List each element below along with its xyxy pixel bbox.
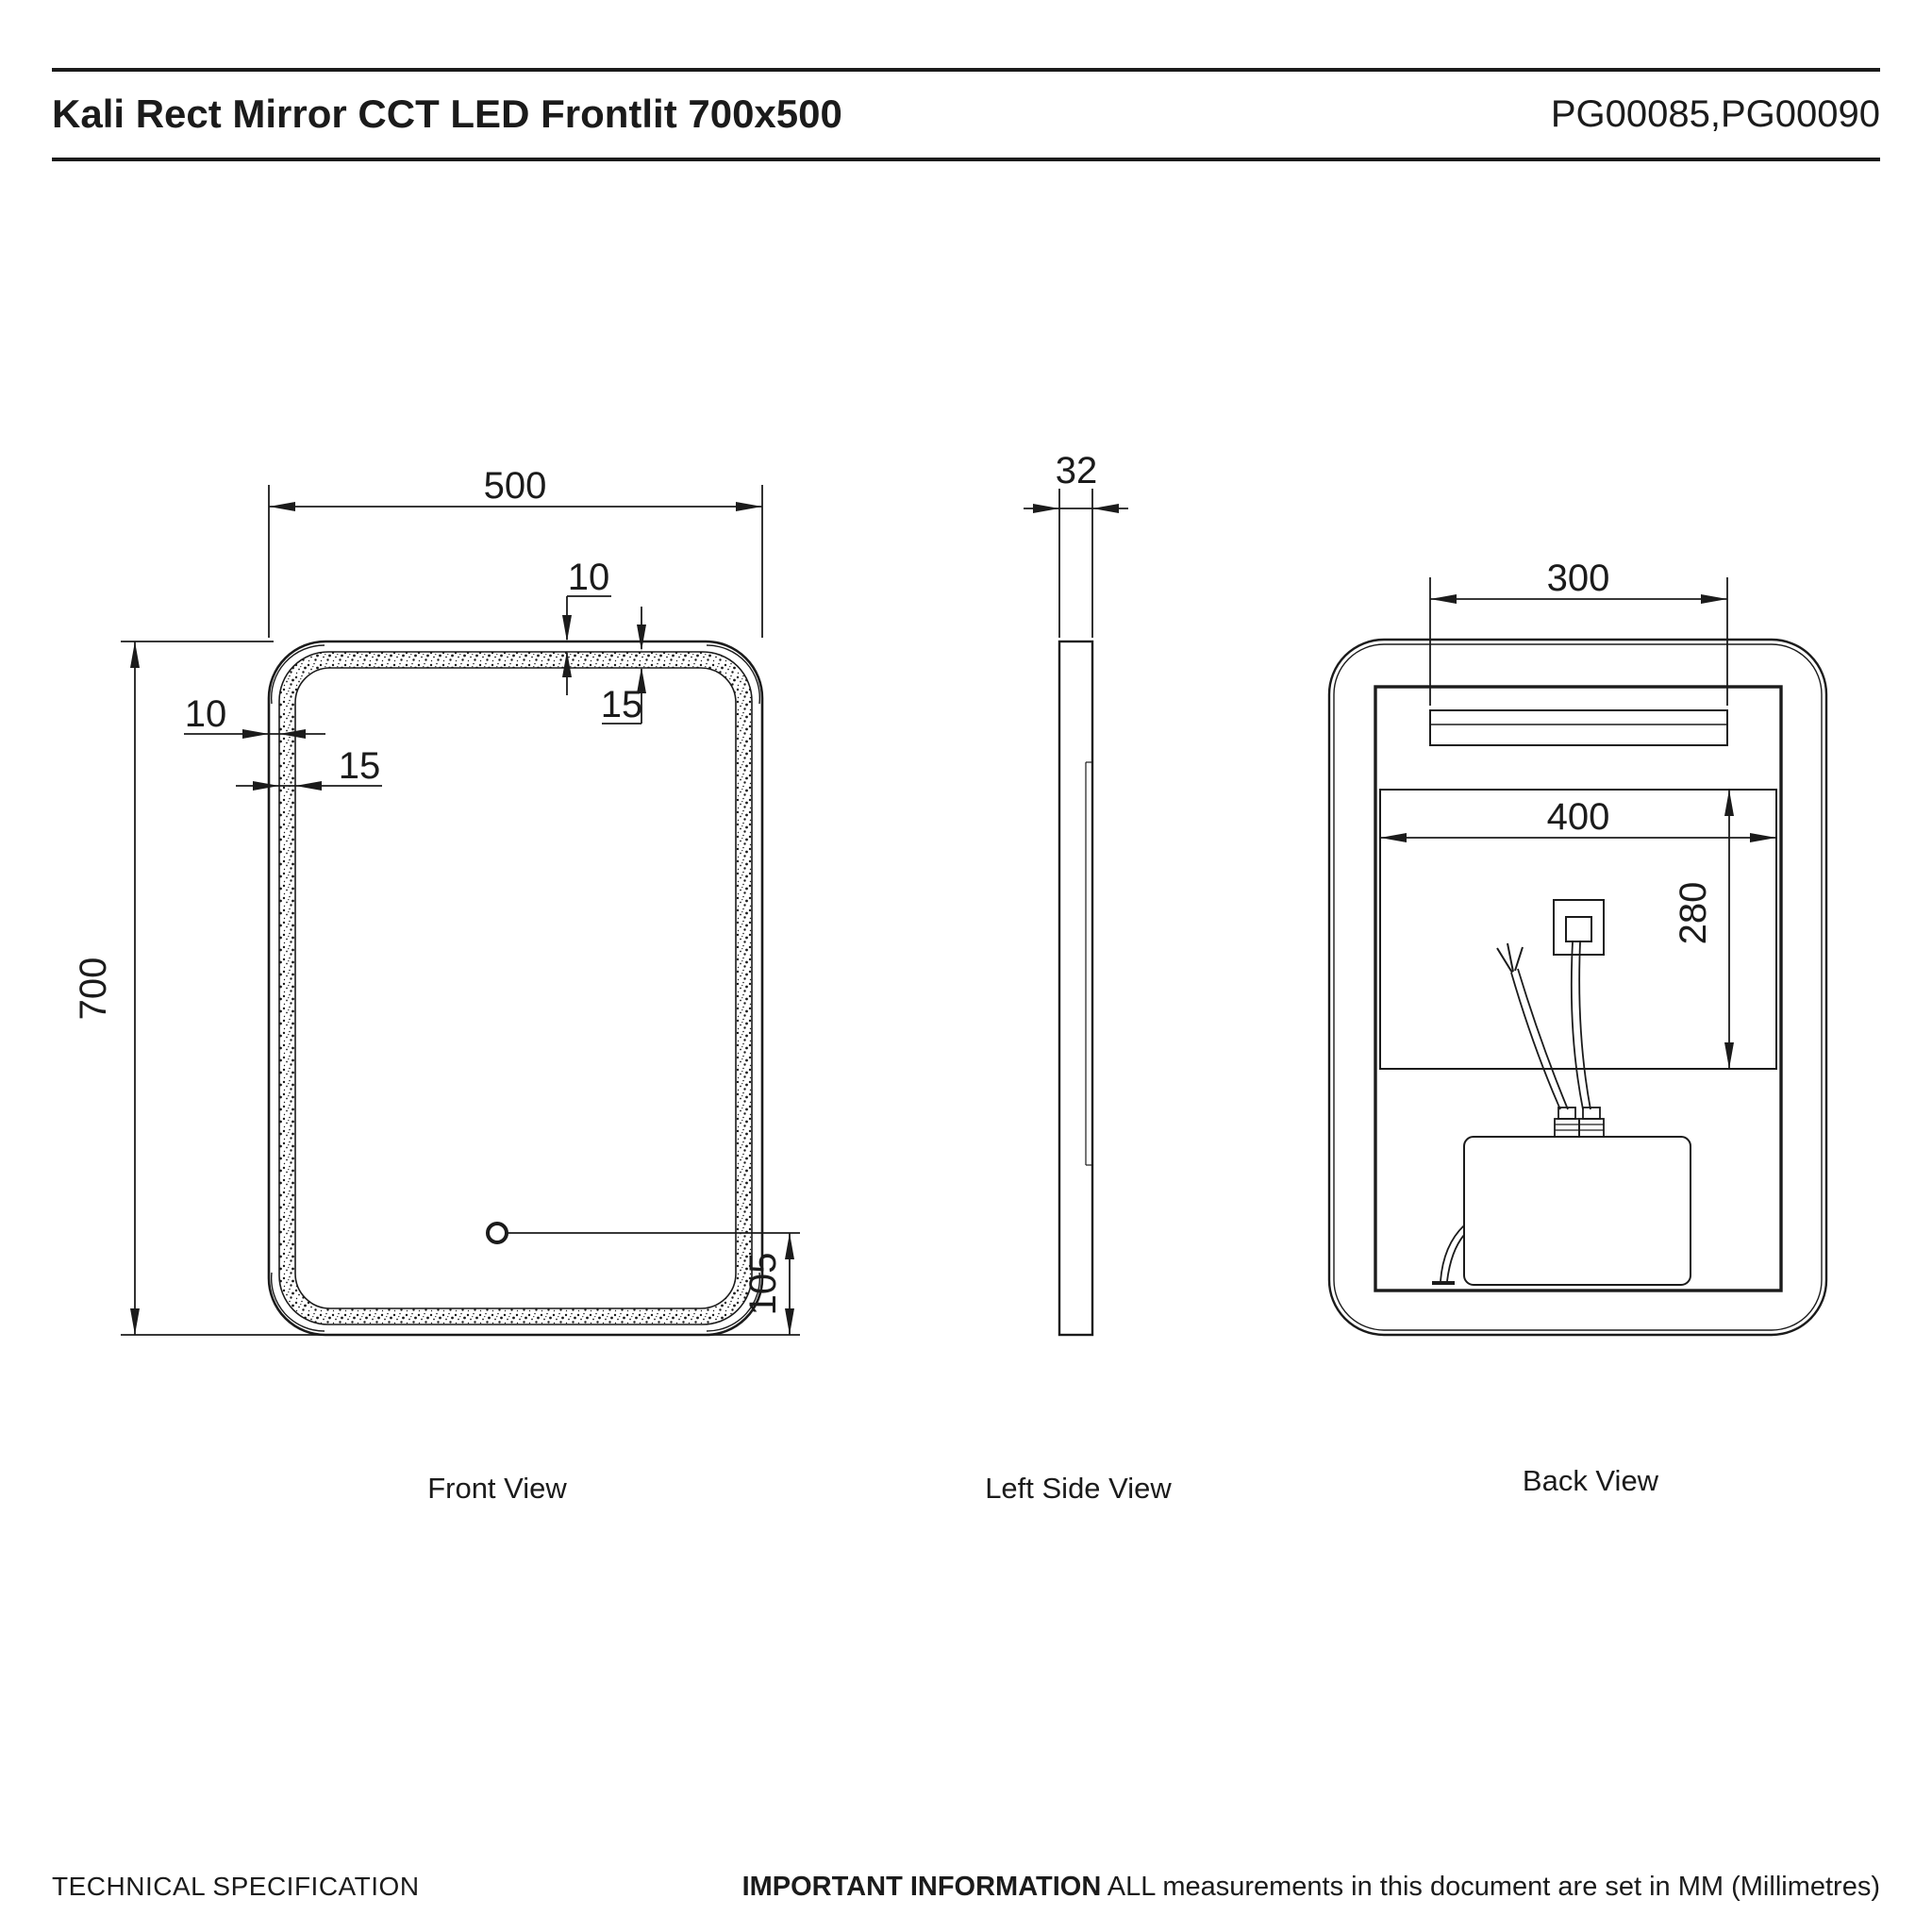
left-side-view: [1024, 489, 1128, 1335]
dim-105-label: 105: [742, 1252, 784, 1316]
dim-280-arrow-bottom: [1724, 1042, 1734, 1069]
dim-300-label: 300: [1546, 558, 1610, 599]
wire-fray-3: [1515, 947, 1523, 971]
dim-500-arrow-left: [269, 502, 295, 511]
dim-left15-arrow-left: [295, 781, 322, 791]
dim-280-arrow-top: [1724, 790, 1734, 816]
side-body-outline: [1059, 641, 1092, 1335]
dim-500-arrow-right: [736, 502, 762, 511]
product-codes: PG00085,PG00090: [1550, 92, 1880, 135]
footer-important-text: ALL measurements in this document are set in MM (Millimetres): [1101, 1872, 1880, 1902]
cable-gland-right-neck: [1583, 1108, 1600, 1119]
page-title: Kali Rect Mirror CCT LED Frontlit 700x500: [52, 92, 842, 136]
footer-section-title: TECHNICAL SPECIFICATION: [52, 1872, 420, 1901]
back-led-bar: [1430, 710, 1727, 745]
wire-mains-b: [1518, 969, 1568, 1109]
dim-105-arrow-bottom: [785, 1308, 794, 1335]
driver-wire-a: [1441, 1225, 1464, 1281]
cable-gland-right: [1579, 1119, 1604, 1137]
side-view-label: Left Side View: [985, 1472, 1172, 1505]
junction-box-terminal: [1566, 917, 1591, 941]
dim-300-arrow-left: [1430, 594, 1457, 604]
dim-left10-label: 10: [184, 693, 227, 735]
junction-box: [1554, 900, 1604, 955]
cable-gland-left: [1555, 1119, 1579, 1137]
dim-400-arrow-left: [1380, 833, 1407, 842]
back-view-label: Back View: [1522, 1464, 1659, 1497]
back-frame: [1375, 687, 1781, 1291]
dim-105-arrow-top: [785, 1233, 794, 1259]
dim-300-arrow-right: [1701, 594, 1727, 604]
dim-left15-arrow-right: [253, 781, 279, 791]
dim-280-label: 280: [1673, 881, 1714, 945]
front-view: [121, 485, 800, 1335]
footer-important-label: IMPORTANT INFORMATION: [741, 1872, 1102, 1902]
dim-500-label: 500: [483, 465, 547, 507]
touch-sensor-icon: [488, 1224, 507, 1242]
wire-terminal-b: [1579, 942, 1591, 1109]
footer: [52, 1872, 1880, 1903]
dim-400-arrow-right: [1750, 833, 1776, 842]
back-view: [1329, 577, 1826, 1335]
dim-32-arrow-right: [1092, 504, 1119, 513]
dim-left10-arrow-right: [242, 729, 269, 739]
footer-important-note: [742, 1872, 1880, 1903]
dim-top10-arrow-down: [562, 615, 572, 641]
dim-32-arrow-left: [1033, 504, 1059, 513]
dim-700-arrow-top: [130, 641, 140, 668]
dim-top10-label: 10: [567, 557, 610, 598]
dim-32-label: 32: [1055, 450, 1098, 491]
dim-top15-arrow-down: [637, 625, 646, 651]
wire-mains-a: [1511, 973, 1560, 1109]
back-outline-outer: [1329, 640, 1826, 1335]
dim-400-label: 400: [1546, 796, 1610, 838]
back-outline-inner: [1334, 644, 1822, 1330]
dim-700-label: 700: [73, 957, 114, 1021]
dim-700-arrow-bottom: [130, 1308, 140, 1335]
front-view-label: Front View: [427, 1472, 567, 1505]
dim-top15-label: 15: [600, 684, 643, 725]
dim-left15-label: 15: [338, 745, 381, 787]
driver-wire-b: [1447, 1235, 1464, 1281]
driver-box: [1464, 1137, 1690, 1285]
